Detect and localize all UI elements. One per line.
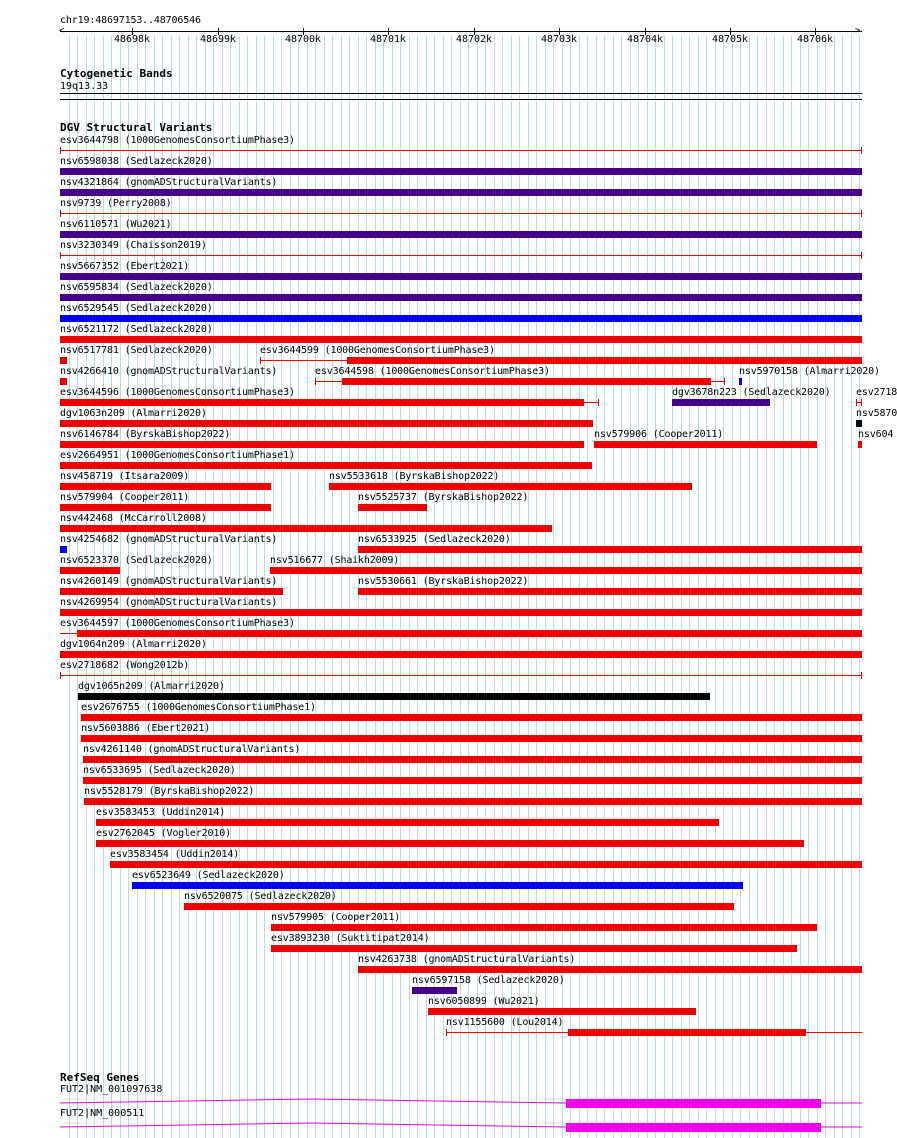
variant-label[interactable]: esv2676755 (1000GenomesConsortiumPhase1) (81, 702, 316, 713)
ruler-tick-label: 48699k (199, 34, 237, 45)
variant-bar[interactable] (83, 756, 862, 763)
variant-bar[interactable] (60, 525, 552, 532)
variant-label[interactable]: esv3644596 (1000GenomesConsortiumPhase3) (60, 387, 295, 398)
ruler-tick-label: 48705k (711, 34, 749, 45)
variant-endcap[interactable] (260, 357, 261, 364)
variant-bar[interactable] (270, 567, 862, 574)
gene-label[interactable]: FUT2|NM_000511 (60, 1108, 145, 1119)
variant-bar[interactable] (60, 336, 862, 343)
variant-label[interactable]: nsv5533618 (ByrskaBishop2022) (329, 471, 500, 482)
track-title-refseq: RefSeq Genes (60, 1071, 140, 1084)
gene-exon[interactable] (566, 1099, 821, 1108)
variant-label[interactable]: dgv1063n209 (Almarri2020) (60, 408, 207, 419)
variant-label[interactable]: nsv4261140 (gnomADStructuralVariants) (83, 744, 301, 755)
ruler-tick-label: 48704k (626, 34, 664, 45)
variant-label[interactable]: nsv6520075 (Sedlazeck2020) (184, 891, 337, 902)
variant-bar[interactable] (412, 987, 457, 994)
variant-label[interactable]: nsv604 (858, 429, 894, 440)
ruler-tick-label: 48706k (796, 34, 834, 45)
variant-label[interactable]: esv3583454 (Uddin2014) (110, 849, 240, 860)
variant-bar[interactable] (184, 903, 734, 910)
variant-bar[interactable] (60, 651, 862, 658)
variant-bar[interactable] (60, 357, 67, 364)
ruler-tick-label: 48702k (455, 34, 493, 45)
variant-bar[interactable] (594, 441, 817, 448)
cytoband-line-bottom (60, 99, 862, 100)
variant-bar[interactable] (96, 819, 719, 826)
variant-bar[interactable] (358, 588, 862, 595)
ruler-tick-label: 48701k (369, 34, 407, 45)
gene-model[interactable] (0, 1095, 890, 1109)
variant-bar[interactable] (568, 1029, 806, 1036)
variant-label[interactable]: nsv579905 (Cooper2011) (271, 912, 401, 923)
variant-bar[interactable] (358, 504, 427, 511)
track-title-dgv: DGV Structural Variants (60, 121, 213, 134)
variant-label[interactable]: nsv6146784 (ByrskaBishop2022) (60, 429, 231, 440)
variant-bar[interactable] (271, 924, 817, 931)
variant-label[interactable]: nsv6517781 (Sedlazeck2020) (60, 345, 213, 356)
variant-label[interactable]: esv3644597 (1000GenomesConsortiumPhase3) (60, 618, 295, 629)
variant-line[interactable] (60, 675, 862, 676)
variant-label[interactable]: nsv5525737 (ByrskaBishop2022) (358, 492, 529, 503)
variant-bar[interactable] (60, 441, 584, 448)
variant-bar[interactable] (856, 420, 862, 427)
variant-label[interactable]: esv3644798 (1000GenomesConsortiumPhase3) (60, 135, 295, 146)
variant-label[interactable]: nsv4321864 (gnomADStructuralVariants) (60, 177, 278, 188)
variant-endcap[interactable] (861, 147, 862, 154)
gene-model[interactable] (0, 1119, 890, 1133)
variant-bar[interactable] (329, 483, 692, 490)
variant-endcap[interactable] (60, 672, 61, 679)
variant-bar[interactable] (60, 588, 283, 595)
variant-bar[interactable] (60, 231, 862, 238)
variant-label[interactable]: esv2718 (856, 387, 897, 398)
variant-bar[interactable] (858, 441, 862, 448)
variant-bar[interactable] (342, 378, 711, 385)
variant-bar[interactable] (271, 945, 797, 952)
cytoband-line-top (60, 93, 862, 94)
gene-intron (60, 1099, 566, 1103)
variant-label[interactable]: nsv516677 (Shaikh2009) (270, 555, 400, 566)
variant-label[interactable]: nsv6598038 (Sedlazeck2020) (60, 156, 213, 167)
variant-label[interactable]: nsv6529545 (Sedlazeck2020) (60, 303, 213, 314)
variant-bar[interactable] (60, 168, 862, 175)
variant-endcap[interactable] (861, 672, 862, 679)
variant-bar[interactable] (60, 378, 67, 385)
variant-label[interactable]: nsv4263738 (gnomADStructuralVariants) (358, 954, 576, 965)
variant-label[interactable]: nsv442468 (McCarroll2008) (60, 513, 207, 524)
variant-bar[interactable] (60, 294, 862, 301)
ruler-tick-label: 48700k (284, 34, 322, 45)
variant-bar[interactable] (60, 504, 271, 511)
variant-label[interactable]: nsv6110571 (Wu2021) (60, 219, 172, 230)
variant-bar[interactable] (347, 357, 862, 364)
variant-bar[interactable] (96, 840, 804, 847)
variant-label[interactable]: esv3583453 (Uddin2014) (96, 807, 226, 818)
variant-endcap[interactable] (60, 210, 61, 217)
variant-bar[interactable] (60, 546, 67, 553)
variant-label[interactable]: nsv579904 (Cooper2011) (60, 492, 190, 503)
variant-bar[interactable] (60, 483, 271, 490)
variant-line[interactable] (60, 213, 862, 214)
variant-label[interactable]: nsv5528179 (ByrskaBishop2022) (84, 786, 255, 797)
variant-label[interactable]: dgv1065n209 (Almarri2020) (78, 681, 225, 692)
variant-bar[interactable] (60, 567, 120, 574)
variant-bar[interactable] (60, 462, 592, 469)
variant-label[interactable]: esv2664951 (1000GenomesConsortiumPhase1) (60, 450, 295, 461)
variant-bar[interactable] (60, 399, 584, 406)
variant-bar[interactable] (81, 735, 862, 742)
variant-label[interactable]: esv2762045 (Vogler2010) (96, 828, 232, 839)
ruler-tick-label: 48698k (113, 34, 151, 45)
gene-intron (60, 1123, 566, 1127)
variant-label[interactable]: esv6523649 (Sedlazeck2020) (132, 870, 285, 881)
variant-bar[interactable] (739, 378, 742, 385)
variant-bar[interactable] (428, 1008, 696, 1015)
ruler-right-arrow: > (855, 26, 861, 36)
variant-label[interactable]: dgv3678n223 (Sedlazeck2020) (672, 387, 831, 398)
variant-bar[interactable] (60, 315, 862, 322)
variant-endcap[interactable] (856, 399, 857, 406)
variant-label[interactable]: nsv4254682 (gnomADStructuralVariants) (60, 534, 278, 545)
variant-label[interactable]: nsv579906 (Cooper2011) (594, 429, 724, 440)
variant-label[interactable]: nsv4260149 (gnomADStructuralVariants) (60, 576, 278, 587)
ruler-axis-line (60, 31, 862, 32)
cytoband-label: 19q13.33 (60, 81, 109, 92)
variant-label[interactable]: esv3644599 (1000GenomesConsortiumPhase3) (260, 345, 495, 356)
variant-label[interactable]: nsv6050899 (Wu2021) (428, 996, 540, 1007)
variant-bar[interactable] (110, 861, 862, 868)
variant-bar[interactable] (83, 777, 862, 784)
ruler-left-arrow: < (59, 26, 65, 36)
variant-endcap[interactable] (60, 252, 61, 259)
variant-label[interactable]: nsv5970158 (Almarri2020) (739, 366, 880, 377)
variant-bar[interactable] (672, 399, 770, 406)
variant-endcap[interactable] (724, 378, 725, 385)
variant-bar[interactable] (358, 546, 862, 553)
variant-label[interactable]: nsv4269954 (gnomADStructuralVariants) (60, 597, 278, 608)
variant-bar[interactable] (358, 966, 862, 973)
variant-bar[interactable] (132, 882, 743, 889)
track-title-cytobands: Cytogenetic Bands (60, 67, 173, 80)
variant-label[interactable]: esv3644598 (1000GenomesConsortiumPhase3) (315, 366, 550, 377)
variant-endcap[interactable] (598, 399, 599, 406)
variant-endcap[interactable] (861, 252, 862, 259)
variant-label[interactable]: nsv458719 (Itsara2009) (60, 471, 190, 482)
variant-label[interactable]: nsv5603886 (Ebert2021) (81, 723, 211, 734)
variant-label[interactable]: nsv6533695 (Sedlazeck2020) (83, 765, 236, 776)
variant-label[interactable]: nsv3230349 (Chaisson2019) (60, 240, 207, 251)
variant-bar[interactable] (60, 189, 862, 196)
variant-endcap[interactable] (446, 1029, 447, 1036)
variant-label[interactable]: nsv5667352 (Ebert2021) (60, 261, 190, 272)
ruler-tick-label: 48703k (540, 34, 578, 45)
variant-label[interactable]: nsv5530661 (ByrskaBishop2022) (358, 576, 529, 587)
ruler-range-label: chr19:48697153..48706546 (60, 15, 201, 26)
variant-label[interactable]: esv3893230 (Suktitipat2014) (271, 933, 430, 944)
gene-exon[interactable] (566, 1123, 821, 1132)
variant-label[interactable]: nsv6597158 (Sedlazeck2020) (412, 975, 565, 986)
variant-label[interactable]: nsv6595834 (Sedlazeck2020) (60, 282, 213, 293)
variant-label[interactable]: nsv5870 (856, 408, 897, 419)
variant-bar[interactable] (77, 630, 862, 637)
variant-label[interactable]: dgv1064n209 (Almarri2020) (60, 639, 207, 650)
variant-bar[interactable] (84, 798, 862, 805)
variant-label[interactable]: esv2718682 (Wong2012b) (60, 660, 190, 671)
variant-bar[interactable] (78, 693, 710, 700)
variant-endcap[interactable] (861, 210, 862, 217)
variant-label[interactable]: nsv6521172 (Sedlazeck2020) (60, 324, 213, 335)
variant-bar[interactable] (60, 420, 593, 427)
variant-label[interactable]: nsv1155600 (Lou2014) (446, 1017, 564, 1028)
variant-bar[interactable] (81, 714, 862, 721)
variant-line[interactable] (60, 255, 862, 256)
gene-label[interactable]: FUT2|NM_001097638 (60, 1084, 163, 1095)
variant-bar[interactable] (60, 609, 862, 616)
variant-endcap[interactable] (861, 399, 862, 406)
variant-label[interactable]: nsv4266410 (gnomADStructuralVariants) (60, 366, 278, 377)
variant-bar[interactable] (60, 273, 862, 280)
variant-label[interactable]: nsv6533925 (Sedlazeck2020) (358, 534, 511, 545)
variant-label[interactable]: nsv6523370 (Sedlazeck2020) (60, 555, 213, 566)
variant-line[interactable] (60, 150, 862, 151)
variant-label[interactable]: nsv9739 (Perry2008) (60, 198, 172, 209)
variant-endcap[interactable] (315, 378, 316, 385)
variant-endcap[interactable] (60, 147, 61, 154)
